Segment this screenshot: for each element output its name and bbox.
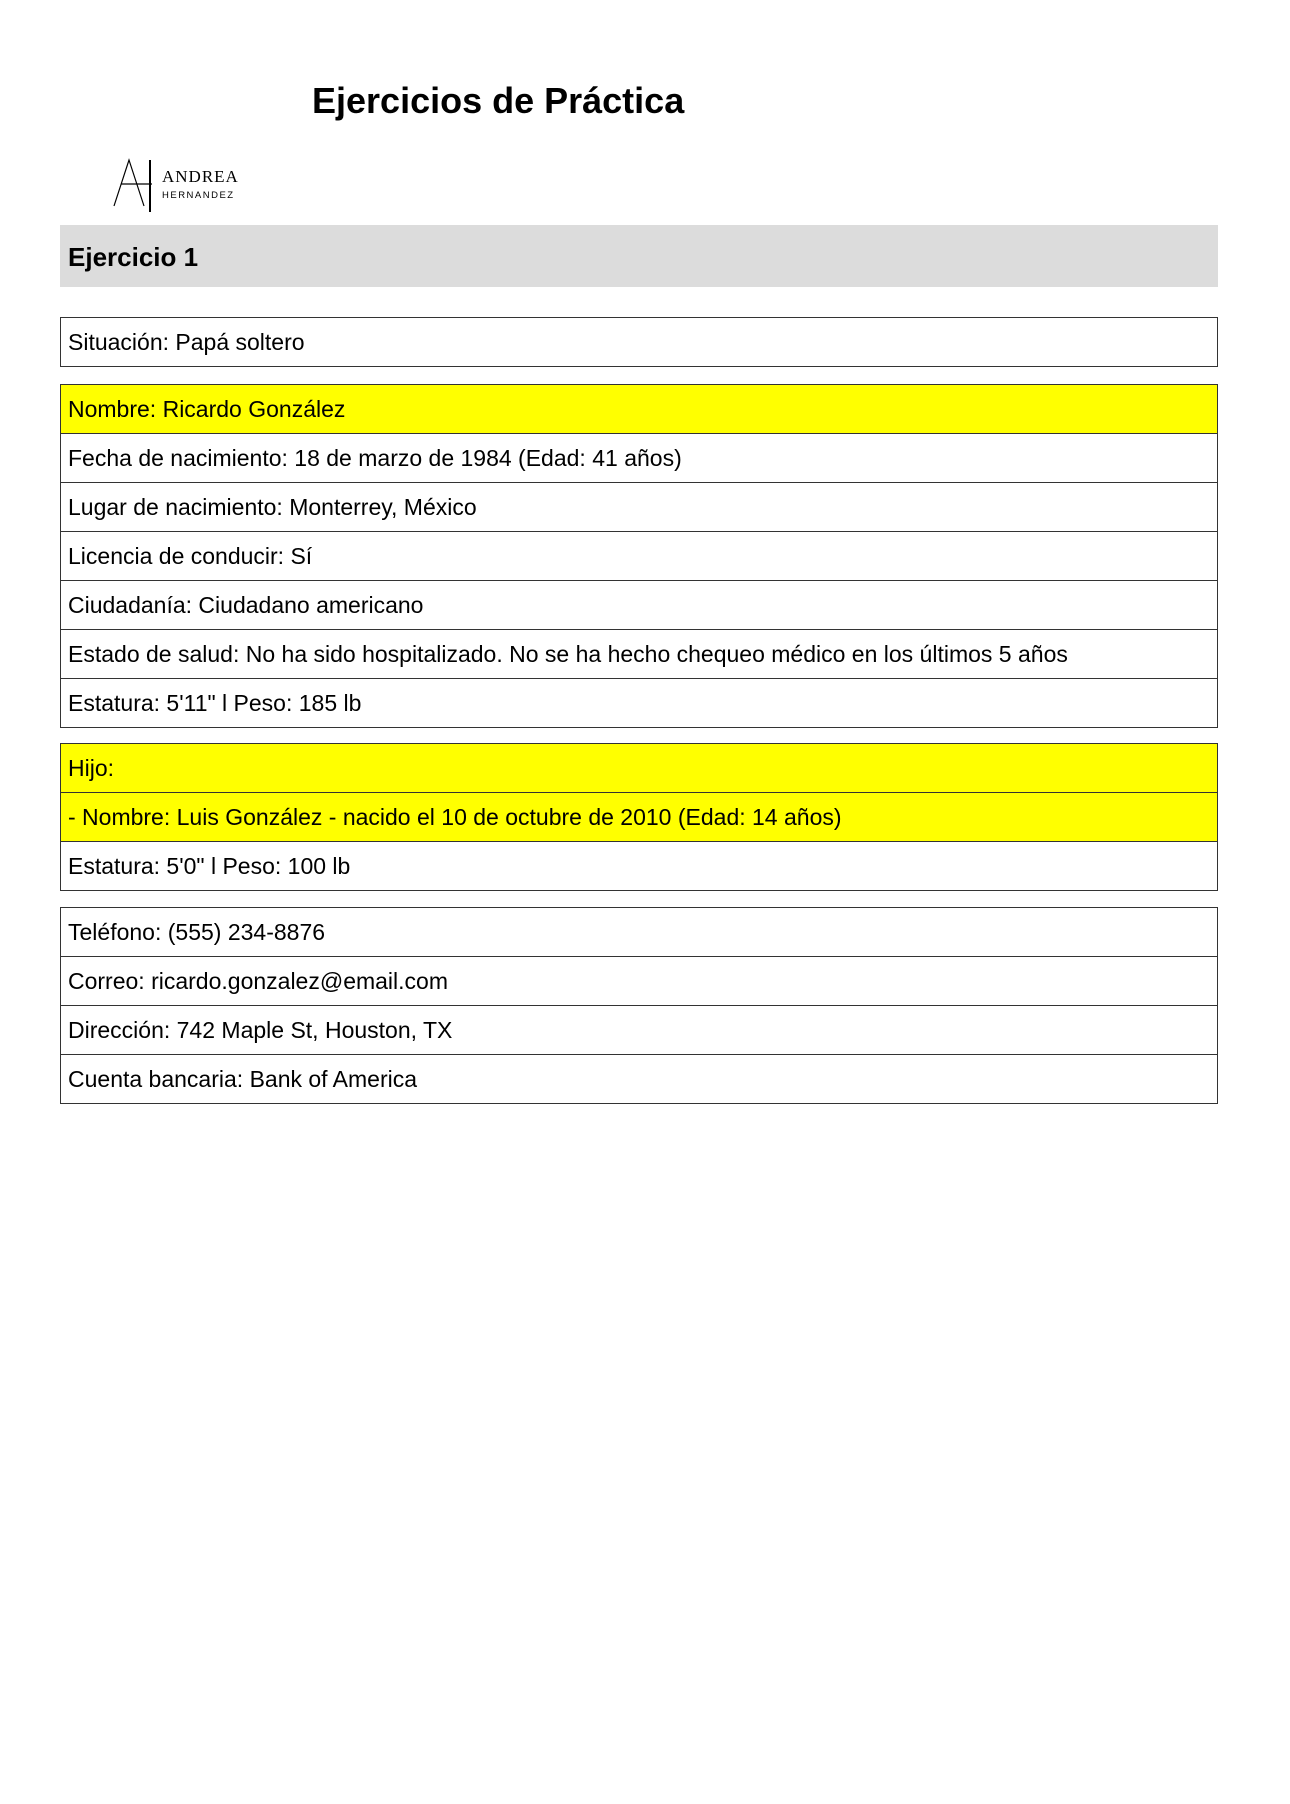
situation-table [60,317,1218,367]
table-row: Fecha de nacimiento: 18 de marzo de 1984 (Edad: 41 años) [61,433,1217,482]
page-title: Ejercicios de Práctica [312,80,685,121]
contact-table [60,907,1218,1104]
table-row: Estado de salud: No ha sido hospitalizado. No se ha hecho chequeo médico en los últimos 5 años [61,629,1217,678]
section-title: Ejercicio 1 [68,242,199,272]
table-row: Estatura: 5'0" l Peso: 100 lb [61,841,1217,890]
table-row: Ciudadanía: Ciudadano americano [61,580,1217,629]
andrea-hernandez-logo [112,158,262,214]
table-row: Lugar de nacimiento: Monterrey, México [61,482,1217,531]
section-header [60,225,1218,287]
table-row: Licencia de conducir: Sí [61,531,1217,580]
table-row: Teléfono: (555) 234-8876 [68,919,326,945]
table-row: - Nombre: Luis González - nacido el 10 de octubre de 2010 (Edad: 14 años) [61,792,1217,841]
table-row: Situación: Papá soltero [68,329,305,355]
table-row: Correo: ricardo.gonzalez@email.com [61,956,1217,1005]
parent-table [60,384,1218,728]
child-table [60,743,1218,891]
table-row: Hijo: [61,744,1217,792]
table-row: Dirección: 742 Maple St, Houston, TX [61,1005,1217,1054]
table-row: Nombre: Ricardo González [61,385,1217,433]
svg-text:HERNANDEZ: HERNANDEZ [162,190,235,201]
table-row: Cuenta bancaria: Bank of America [61,1054,1217,1103]
table-row: Estatura: 5'11" l Peso: 185 lb [61,678,1217,727]
svg-text:ANDREA: ANDREA [162,167,239,186]
